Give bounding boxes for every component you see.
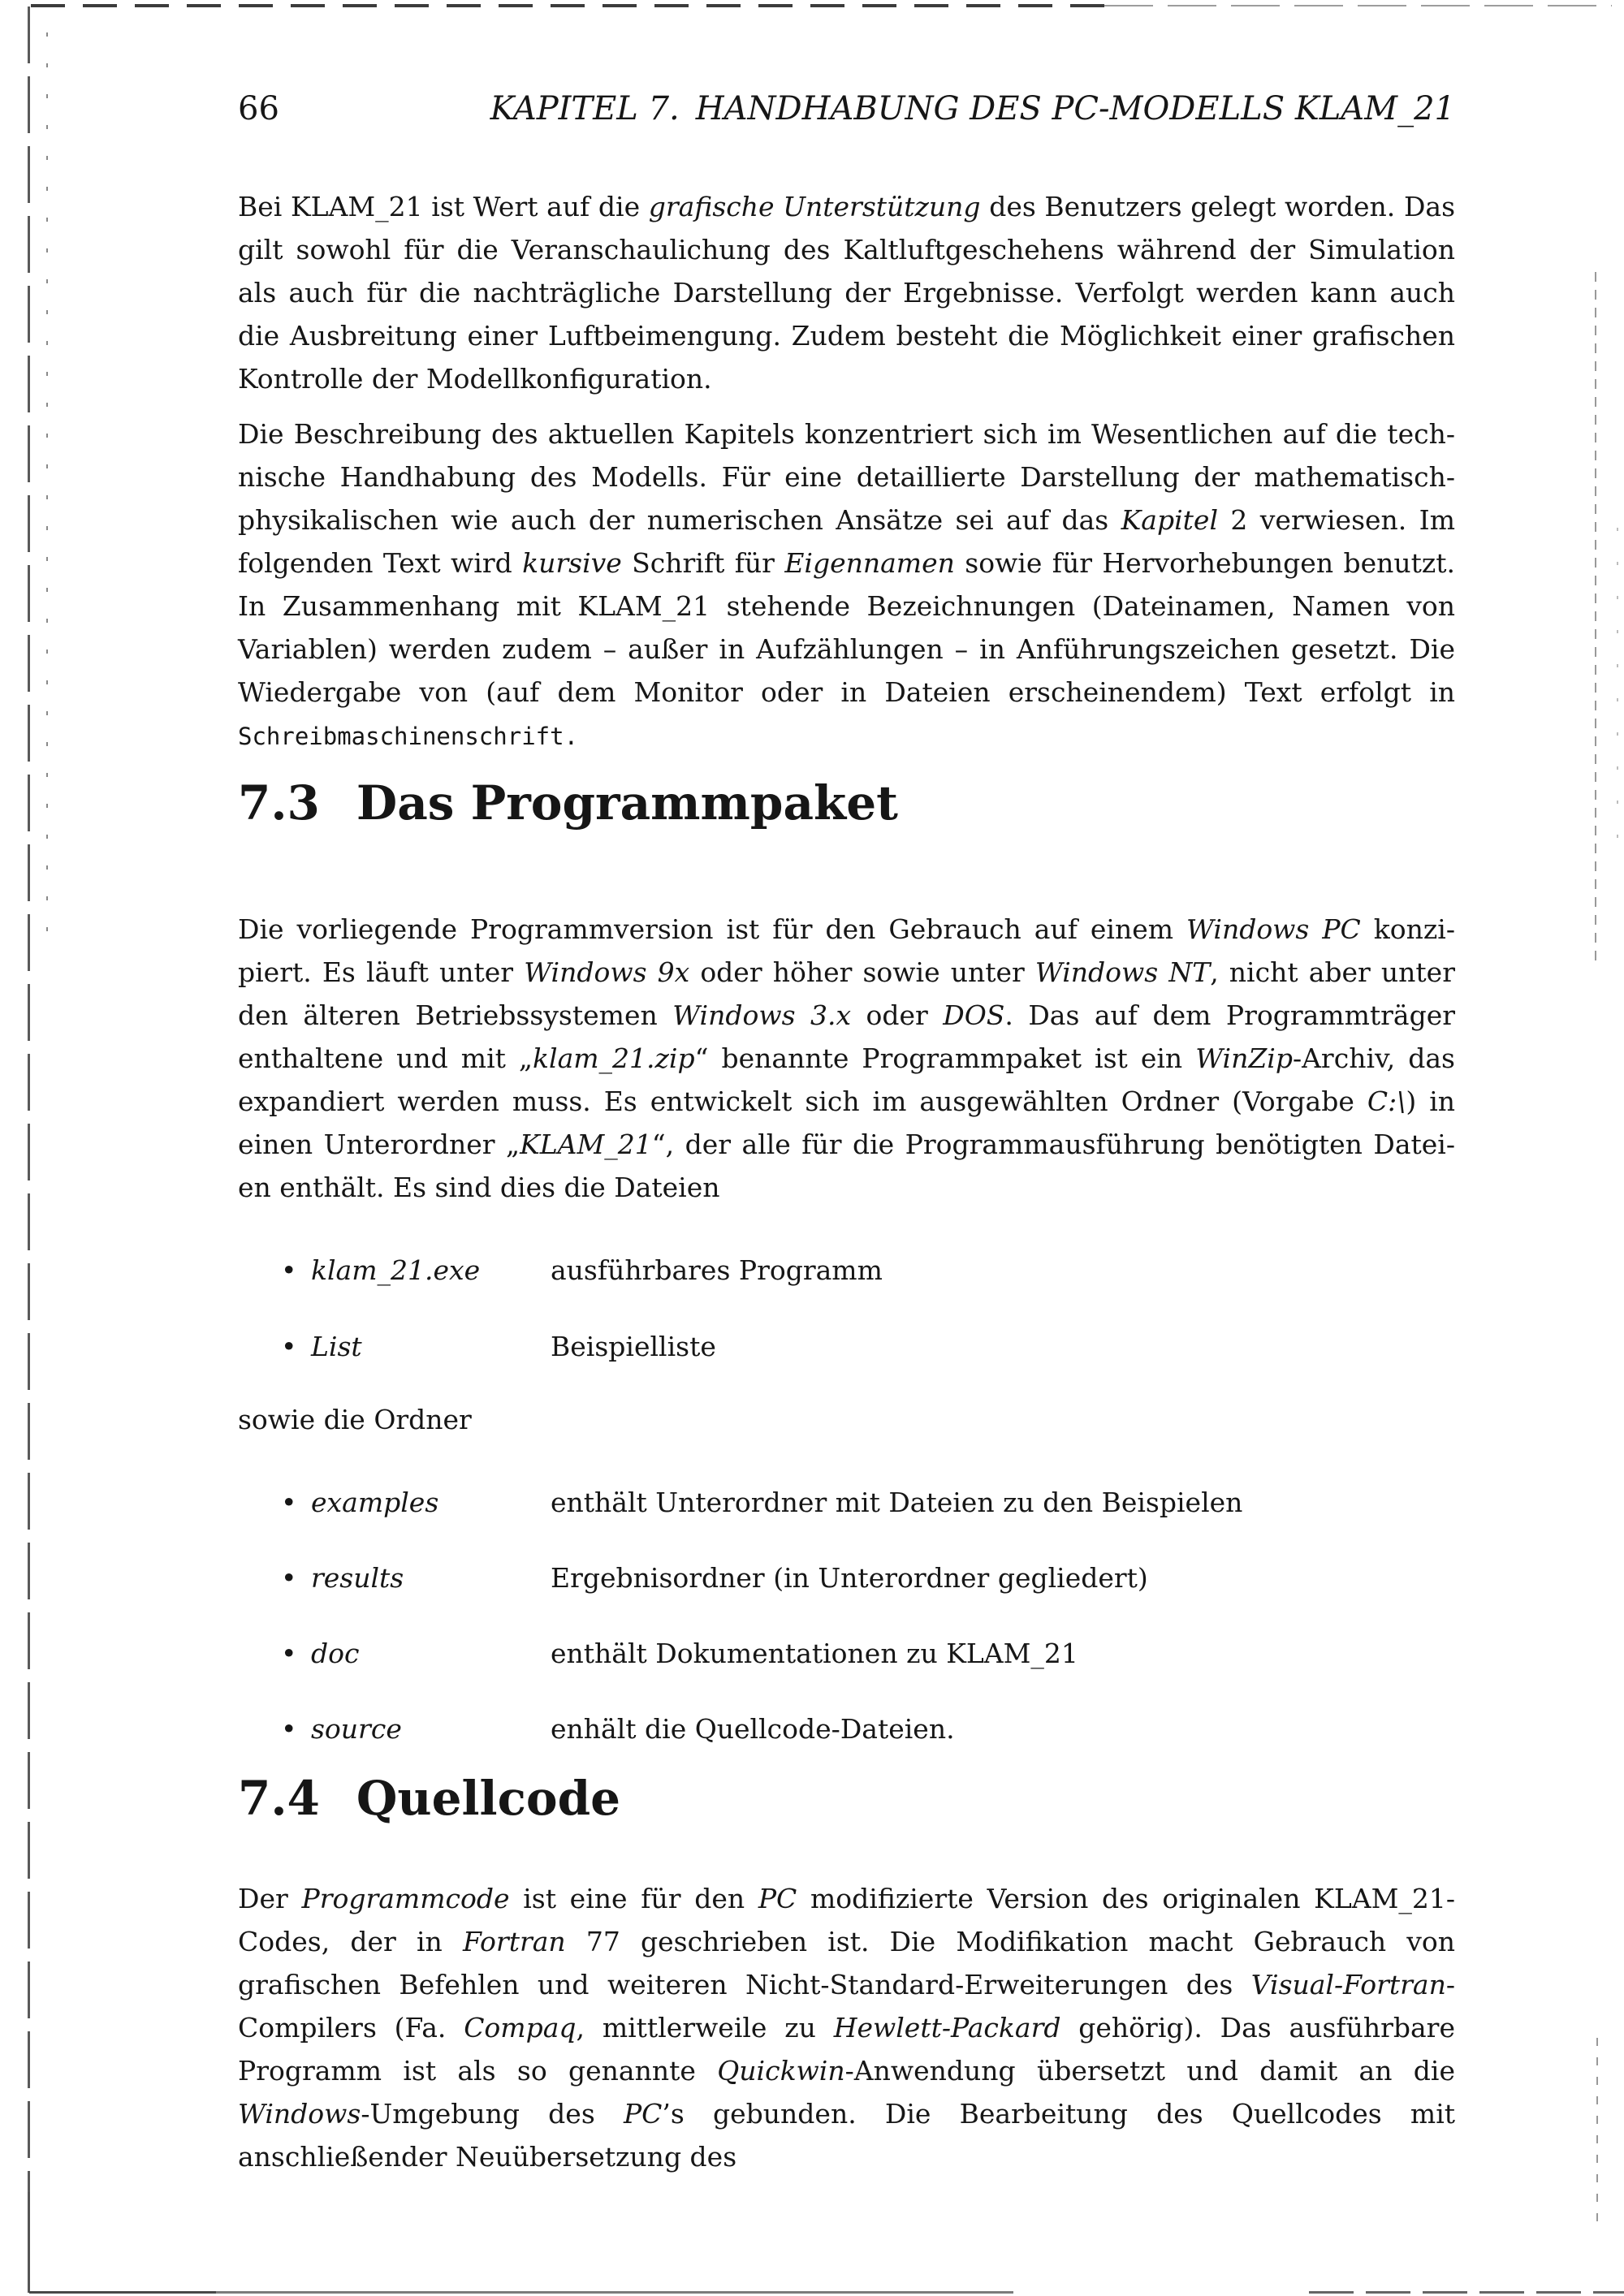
folder-list-item: [238, 1632, 1455, 1675]
folder-list-item: [238, 1481, 1455, 1524]
folder-description: enthält Dokumentationen zu KLAM_21: [551, 1638, 1078, 1669]
folder-name: results: [311, 1562, 404, 1594]
file-description: ausführbares Programm: [551, 1254, 883, 1286]
bullet-icon: •: [281, 1638, 297, 1669]
scan-artifact-left-bottom-line: [28, 2192, 30, 2293]
page-number: 66: [238, 90, 279, 127]
folder-name: doc: [311, 1638, 360, 1669]
paragraph-program-package: Die vorliegende Programmversion ist für den Gebrauch auf einem Windows PC konzipiert. Es läuft unter Windows 9x oder höher sowie unter Windows NT, nicht aber unter den älteren Betriebssystemen Windows 3.x oder DOS. Das auf dem Programmträger enthaltene und mit „klam_21.zip“ benannte Programmpaket ist ein WinZip-Archiv, das expandiert werden muss. Es entwickelt sich im ausgewählten Ordner (Vorgabe C:\) in einen Unterordner „KLAM_21“, der alle für die Programmausführung benötigten Dateien enthält. Es sind dies die Dateien: [238, 913, 1456, 1203]
scan-artifact-left-dotted-line: [46, 32, 48, 942]
folder-list-item: [238, 1556, 1455, 1599]
section-title: Das Programmpaket: [356, 775, 898, 831]
scan-artifact-right-dotted-line: [1617, 528, 1618, 869]
scan-artifact-bottom-line: [29, 2291, 1013, 2294]
file-list-item: [238, 1325, 1455, 1368]
paragraph-source-code: Der Programmcode ist eine für den PC modifizierte Version des originalen KLAM_21-Codes, der in Fortran 77 geschrieben ist. Die Modifikation macht Gebrauch von grafischen Befehlen und weiteren Nicht-Standard-Erweiterungen des Visual-Fortran-Compilers (Fa. Compaq, mittlerweile zu Hewlett-Packard gehörig). Das ausführbare Programm ist als so genannte Quickwin-Anwendung übersetzt und damit an die Windows-Umgebung des PC’s gebunden. Die Bearbeitung des Quellcodes mit anschließender Neuübersetzung des: [238, 1883, 1456, 2173]
bullet-icon: •: [281, 1713, 297, 1745]
section-number: 7.4: [238, 1771, 320, 1826]
section-number: 7.3: [238, 775, 320, 831]
running-header: [238, 91, 1455, 127]
file-list-item: [238, 1249, 1455, 1292]
scan-artifact-top-dashed-line: [31, 4, 1104, 7]
running-header-title: KAPITEL 7. HANDHABUNG DES PC-MODELLS KLAM_21: [490, 90, 1455, 127]
section-title: Quellcode: [356, 1771, 621, 1826]
paragraph-graphic-support: Bei KLAM_21 ist Wert auf die grafische Unterstützung des Benutzers gelegt worden. Das gilt sowohl für die Veranschaulichung des Kaltluftgeschehens während der Simulation als auch für die nachträgliche Darstellung der Ergebnisse. Verfolgt werden kann auch die Ausbreitung einer Luftbeimengung. Zudem besteht die Möglichkeit einer grafischen Kontrolle der Modellkonfiguration.: [238, 191, 1456, 395]
folder-description: enhält die Quellcode-Dateien.: [551, 1713, 955, 1745]
scan-artifact-top-faint-line: [1104, 5, 1612, 6]
folder-list-item: [238, 1707, 1455, 1750]
folder-name: source: [311, 1713, 402, 1745]
scan-artifact-bottom-dashed-line: [1309, 2291, 1624, 2294]
folder-description: Ergebnisordner (in Unterordner gegliedert): [551, 1562, 1148, 1594]
bullet-icon: •: [281, 1562, 297, 1594]
scan-artifact-right-dashed-line: [1595, 272, 1596, 962]
file-description: Beispielliste: [551, 1331, 716, 1362]
bullet-icon: •: [281, 1487, 297, 1518]
file-name: List: [311, 1331, 362, 1362]
section-heading-7-3: [238, 775, 898, 831]
bullet-icon: •: [281, 1331, 297, 1362]
bullet-icon: •: [281, 1254, 297, 1286]
folder-name: examples: [311, 1487, 439, 1518]
scan-artifact-left-line: [28, 6, 30, 2291]
section-heading-7-4: [238, 1771, 621, 1826]
folder-list-intro: sowie die Ordner: [238, 1404, 472, 1435]
folder-description: enthält Unterordner mit Dateien zu den Beispielen: [551, 1487, 1243, 1518]
paragraph-chapter-description: Die Beschreibung des aktuellen Kapitels konzentriert sich im Wesentlichen auf die technische Handhabung des Modells. Für eine detaillierte Darstellung der mathematisch-physikalischen wie auch der numerischen Ansätze sei auf das Kapitel 2 verwiesen. Im folgenden Text wird kursive Schrift für Eigennamen sowie für Hervorhebungen benutzt. In Zusammenhang mit KLAM_21 stehende Bezeichnungen (Dateinamen, Namen von Variablen) werden zudem – außer in Aufzählungen – in Anführungszeichen gesetzt. Die Wiedergabe von (auf dem Monitor oder in Dateien erscheinendem) Text erfolgt in Schreibmaschinenschrift.: [238, 418, 1456, 750]
file-name: klam_21.exe: [311, 1254, 481, 1286]
scan-artifact-right-lower-line: [1596, 2038, 1598, 2233]
